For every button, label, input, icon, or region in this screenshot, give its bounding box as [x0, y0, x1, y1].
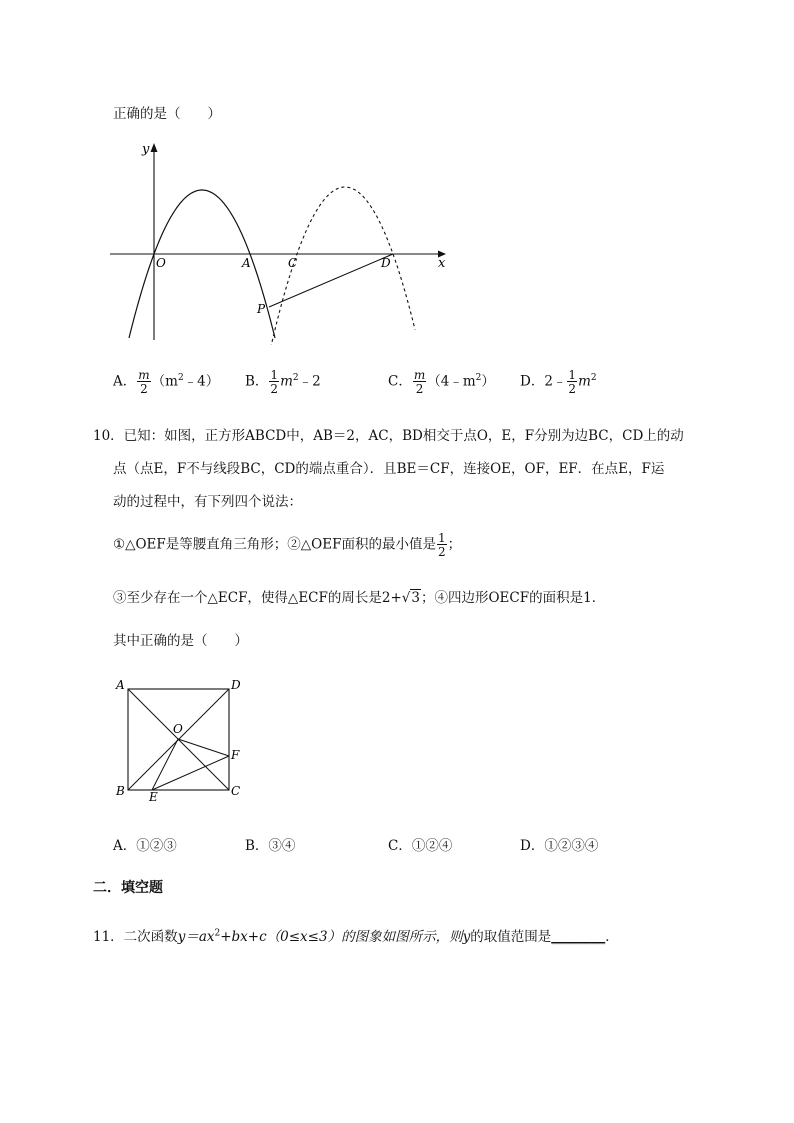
q11-stem: 11．二次函数$y=ax^2+bx+c(0\le x\le 3)$的图象如图所示，则y的取值范围是________． — [93, 928, 619, 945]
q10-option-d: D．①②③④ — [520, 838, 599, 854]
segment-of — [178, 739, 229, 756]
option-letter: C． — [388, 373, 412, 390]
q9-parabola-graph — [110, 135, 460, 345]
label-a: A — [242, 256, 251, 270]
y-axis-arrow — [151, 143, 158, 152]
label-c: C — [231, 784, 241, 798]
option-letter: D． — [520, 373, 545, 390]
q10-line3: 动的过程中，有下列四个说法： — [113, 494, 302, 510]
label-c: C — [288, 256, 298, 270]
sqrt-symbol: √ — [401, 590, 411, 606]
q9-option-b: B． $\frac{1}{2}$ $m^2﹣2$ — [245, 368, 321, 396]
label-f: F — [231, 748, 240, 762]
q9-option-d: D．2﹣ $\frac{1}{2}$ $m^2$ — [520, 368, 597, 396]
q9-stem-tail: 正确的是（ ） — [113, 106, 221, 122]
label-a: A — [116, 678, 125, 692]
q9-option-c: C． $\frac{m}{2}$ $(4﹣m^2)$ — [388, 368, 495, 396]
q10-square-figure — [112, 675, 252, 805]
q10-ask: 其中正确的是（ ） — [113, 633, 248, 649]
option-letter: B． — [245, 373, 269, 390]
label-e: E — [149, 790, 158, 804]
segment-ef — [152, 756, 229, 790]
fraction: $\frac{1}{2}$ — [270, 368, 279, 396]
section-heading: 二．填空题 — [93, 880, 163, 896]
solid-parabola-curve — [129, 190, 275, 338]
label-d: D — [231, 678, 241, 692]
q10-option-c: C．①②④ — [388, 838, 453, 854]
fraction: $\frac{1}{2}$ — [437, 531, 446, 559]
label-p: P — [257, 302, 266, 316]
label-b: B — [116, 784, 125, 798]
q10-line1: 10．已知：如图，正方形ABCD中，AB＝2，AC，BD相交于点O，E，F分别为边BC，CD上的动 — [93, 428, 684, 444]
label-x: x — [438, 256, 446, 271]
answer-blank: ________ — [551, 929, 606, 945]
q9-option-a: A． $\frac{m}{2}$ $(m^2﹣4)$ — [113, 368, 220, 396]
label-y: y — [142, 142, 150, 157]
q10-line2: 点（点E，F不与线段BC，CD的端点重合）．且BE＝CF，连接OE，OF，EF．在点E，F运 — [113, 461, 665, 477]
fraction: $\frac{1}{2}$ — [568, 368, 577, 396]
q10-statements-3-4: ③至少存在一个△ECF，使得△ECF的周长是2+√3；④四边形OECF的面积是1． — [113, 590, 606, 606]
segment-oe — [152, 739, 178, 790]
q10-statements-1-2: ①△OEF是等腰直角三角形；②△OEF面积的最小值是 $\frac{1}{2}$ ； — [113, 531, 462, 559]
label-o: O — [156, 256, 166, 270]
q10-option-b: B．③④ — [245, 838, 296, 854]
option-letter: A． — [113, 373, 137, 390]
fraction: $\frac{m}{2}$ — [413, 368, 426, 396]
fraction: $\frac{m}{2}$ — [138, 368, 150, 396]
q10-option-a: A．①②③ — [113, 838, 177, 854]
label-o: O — [173, 722, 183, 736]
label-d: D — [381, 256, 391, 270]
